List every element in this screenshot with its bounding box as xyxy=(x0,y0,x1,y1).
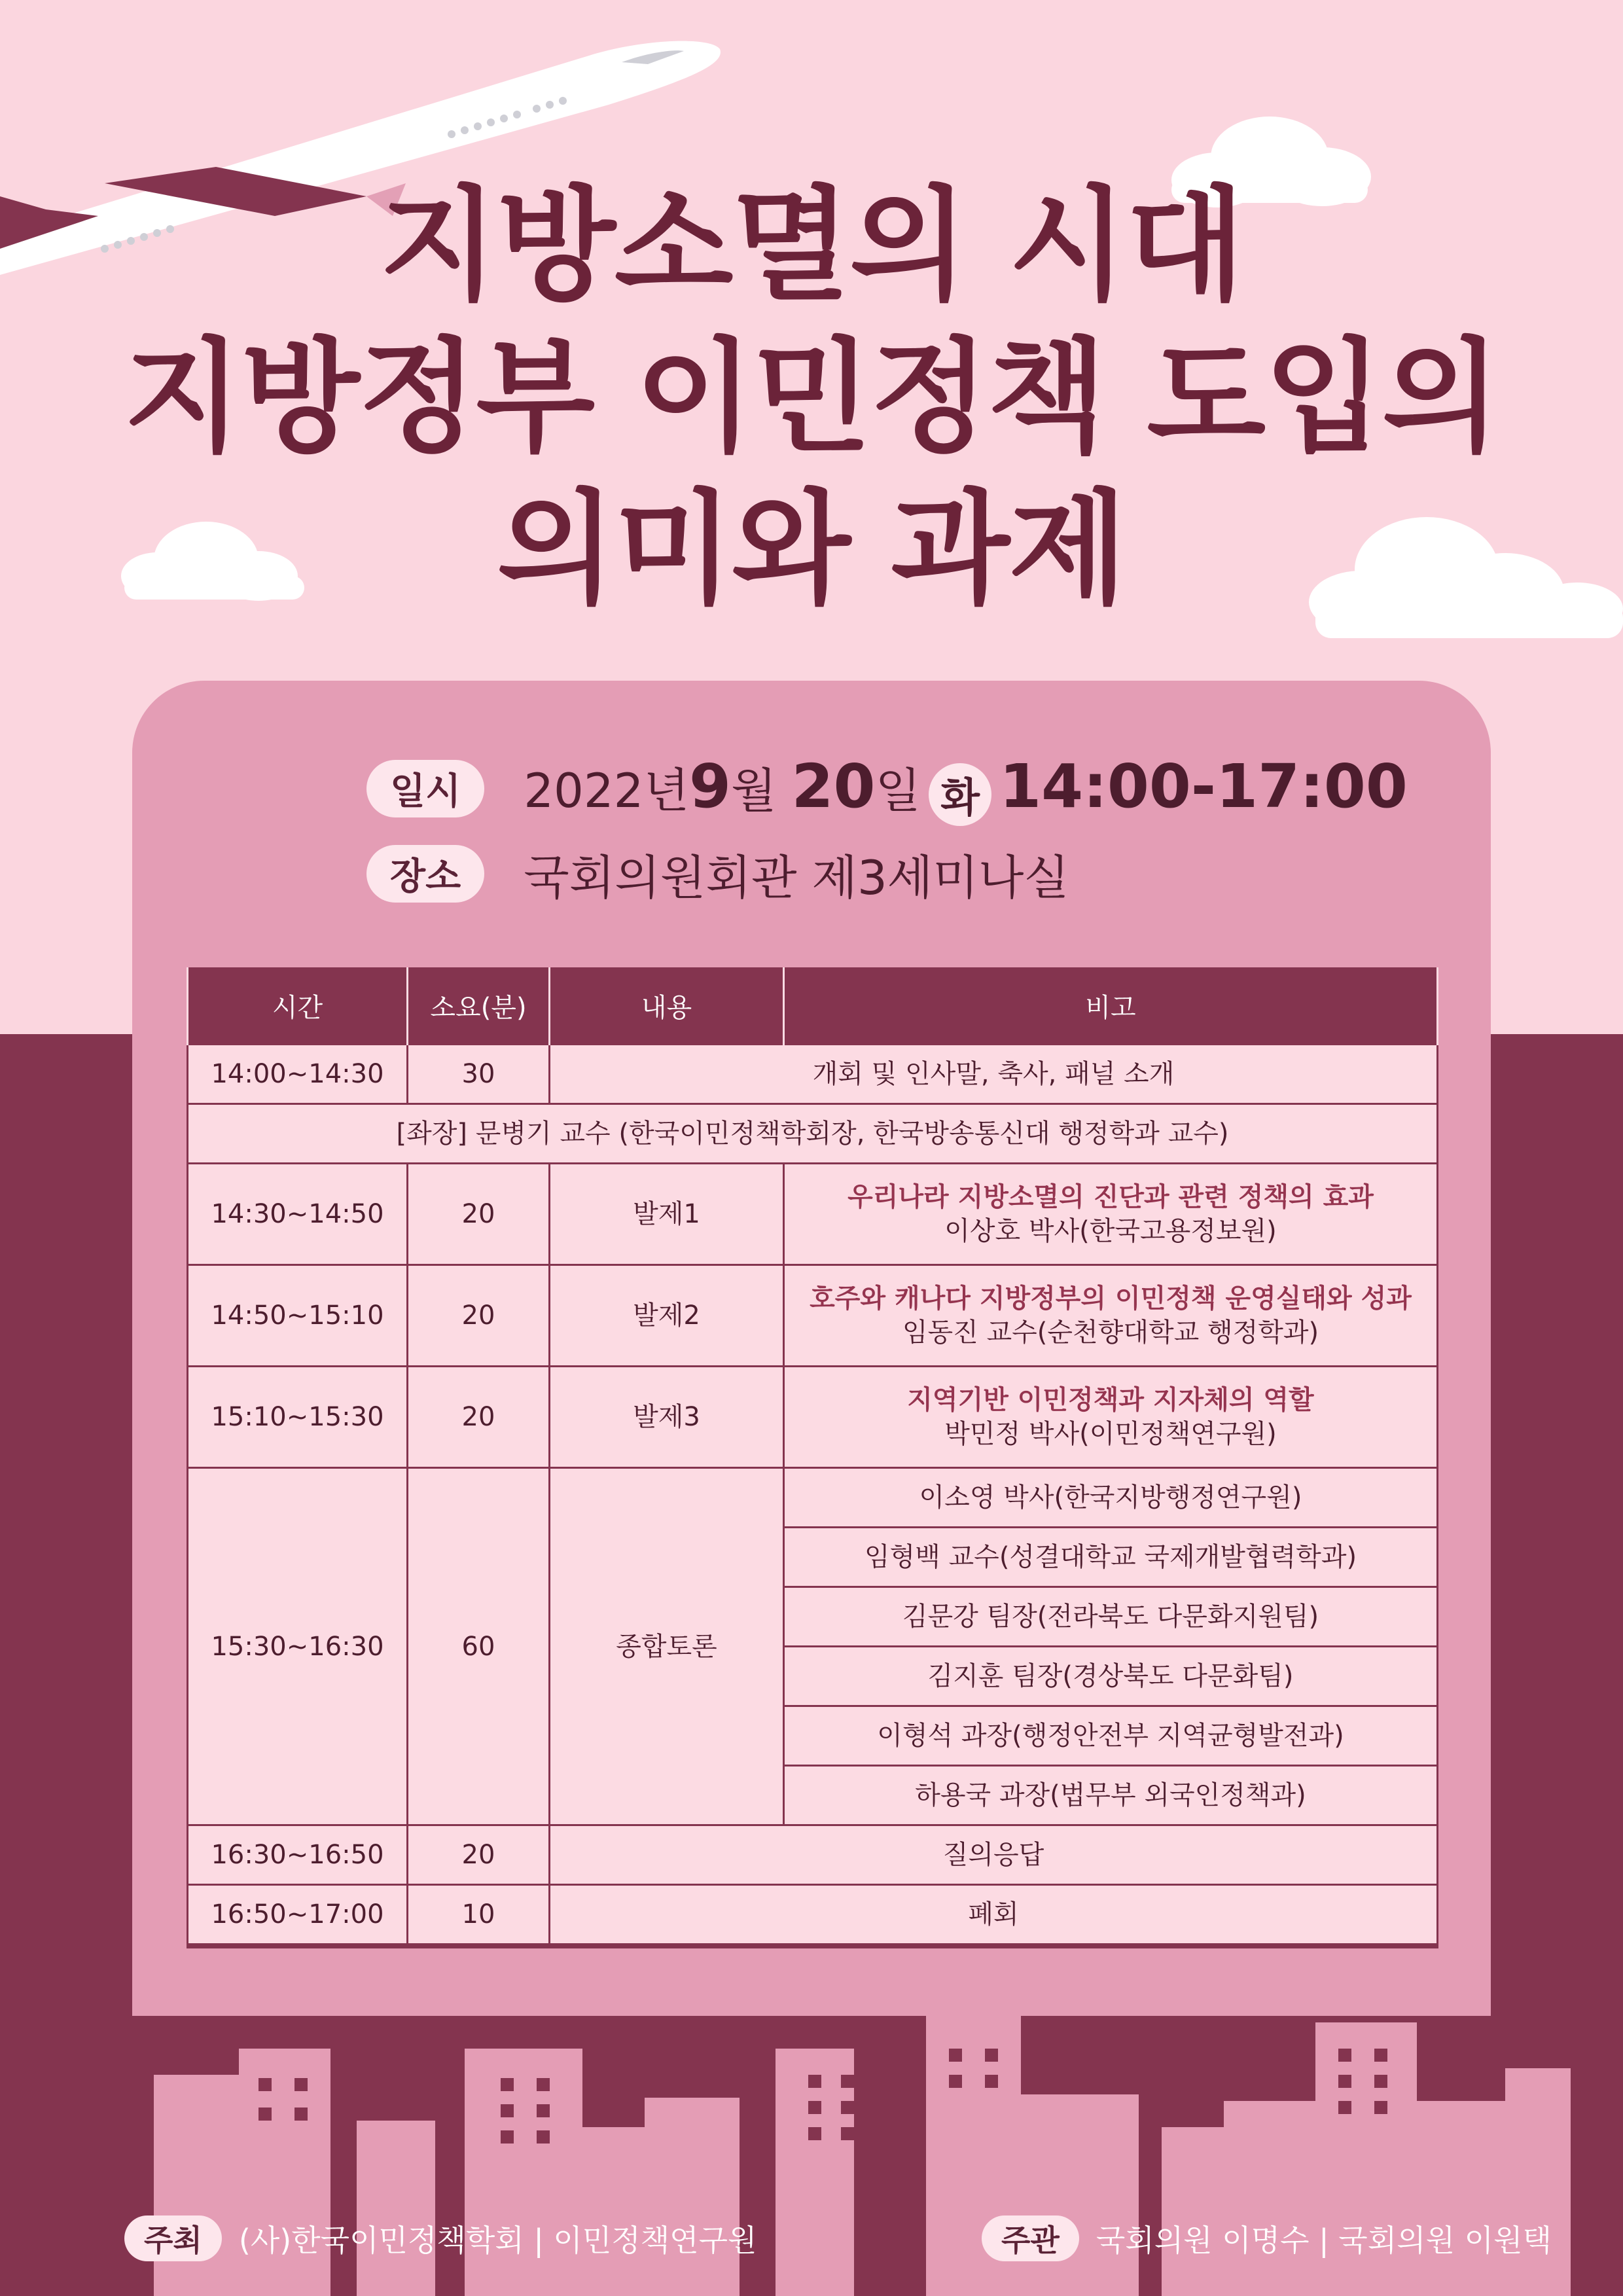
header-time: 시간 xyxy=(188,967,408,1045)
note-cell xyxy=(784,1164,1438,1265)
date-year: 2022년 xyxy=(524,763,689,819)
duration-cell: 20 xyxy=(408,1265,550,1367)
note-cell: 폐회 xyxy=(550,1885,1438,1946)
table-row xyxy=(188,1104,1438,1164)
presentation-topic: 우리나라 지방소멸의 진단과 관련 정책의 효과 xyxy=(847,1182,1374,1212)
table-row xyxy=(188,1265,1438,1367)
date-day-unit: 일 xyxy=(875,763,921,819)
date-day: 20 xyxy=(791,751,876,822)
host-text: (사)한국이민정책학회 | 이민정책연구원 xyxy=(238,2223,757,2258)
date-label: 일시 xyxy=(366,760,484,817)
title-line-2: 지방정부 이민정책 도입의 xyxy=(123,326,1500,469)
table-row xyxy=(188,1825,1438,1885)
panelist-cell: 임형백 교수(성결대학교 국제개발협력학과) xyxy=(784,1528,1438,1587)
title-line-3: 의미와 과제 xyxy=(497,478,1126,621)
table-row xyxy=(188,1164,1438,1265)
time-cell: 15:10~15:30 xyxy=(188,1367,408,1468)
event-venue: 국회의원회관 제3세미나실 xyxy=(524,850,1069,905)
header-duration: 소요(분) xyxy=(408,967,550,1045)
presenter: 임동진 교수(순천향대학교 행정학과) xyxy=(902,1318,1319,1348)
duration-cell: 30 xyxy=(408,1045,550,1104)
table-row xyxy=(188,1045,1438,1104)
duration-cell: 60 xyxy=(408,1468,550,1825)
schedule-table xyxy=(187,967,1438,1948)
time-cell: 14:30~14:50 xyxy=(188,1164,408,1265)
title-line-1: 지방소멸의 시대 xyxy=(379,174,1244,317)
date-row xyxy=(366,753,1408,825)
note-cell xyxy=(784,1367,1438,1468)
table-header-row xyxy=(188,967,1438,1045)
presentation-topic: 호주와 캐나다 지방정부의 이민정책 운영실태와 성과 xyxy=(810,1283,1412,1314)
time-cell: 15:30~16:30 xyxy=(188,1468,408,1825)
date-month-unit: 월 xyxy=(731,763,777,819)
host-label: 주최 xyxy=(124,2215,222,2261)
header-note: 비고 xyxy=(784,967,1438,1045)
duration-cell: 10 xyxy=(408,1885,550,1946)
organizer-label: 주관 xyxy=(982,2215,1079,2261)
note-cell: 질의응답 xyxy=(550,1825,1438,1885)
content-cell: 종합토론 xyxy=(550,1468,784,1825)
organizer-text: 국회의원 이명수 | 국회의원 이원택 xyxy=(1096,2223,1552,2258)
presenter: 이상호 박사(한국고용정보원) xyxy=(944,1216,1277,1246)
panelist-cell: 이형석 과장(행정안전부 지역균형발전과) xyxy=(784,1706,1438,1766)
note-cell xyxy=(784,1265,1438,1367)
time-cell: 16:50~17:00 xyxy=(188,1885,408,1946)
panelist-cell: 하용국 과장(법무부 외국인정책과) xyxy=(784,1766,1438,1825)
note-cell: 개회 및 인사말, 축사, 패널 소개 xyxy=(550,1045,1438,1104)
presentation-topic: 지역기반 이민정책과 지자체의 역할 xyxy=(907,1385,1314,1415)
venue-label: 장소 xyxy=(366,845,484,903)
organizer-info xyxy=(982,2212,1552,2265)
host-info xyxy=(124,2212,757,2265)
table-row xyxy=(188,1468,1438,1528)
time-cell: 14:00~14:30 xyxy=(188,1045,408,1104)
duration-cell: 20 xyxy=(408,1367,550,1468)
content-cell: 발제3 xyxy=(550,1367,784,1468)
panelist-cell: 이소영 박사(한국지방행정연구원) xyxy=(784,1468,1438,1528)
chair-cell: [좌장] 문병기 교수 (한국이민정책학회장, 한국방송통신대 행정학과 교수) xyxy=(188,1104,1438,1164)
panelist-cell: 김문강 팀장(전라북도 다문화지원팀) xyxy=(784,1587,1438,1647)
presenter: 박민정 박사(이민정책연구원) xyxy=(944,1419,1277,1449)
table-row xyxy=(188,1885,1438,1946)
content-cell: 발제1 xyxy=(550,1164,784,1265)
date-month: 9 xyxy=(689,751,732,822)
event-time: 14:00-17:00 xyxy=(999,751,1408,822)
duration-cell: 20 xyxy=(408,1825,550,1885)
duration-cell: 20 xyxy=(408,1164,550,1265)
time-cell: 14:50~15:10 xyxy=(188,1265,408,1367)
panelist-cell: 김지훈 팀장(경상북도 다문화팀) xyxy=(784,1647,1438,1706)
header-content: 내용 xyxy=(550,967,784,1045)
weekday-badge: 화 xyxy=(929,763,991,826)
time-cell: 16:30~16:50 xyxy=(188,1825,408,1885)
venue-row xyxy=(366,838,1069,910)
table-row xyxy=(188,1367,1438,1468)
event-date xyxy=(524,751,1408,825)
content-cell: 발제2 xyxy=(550,1265,784,1367)
